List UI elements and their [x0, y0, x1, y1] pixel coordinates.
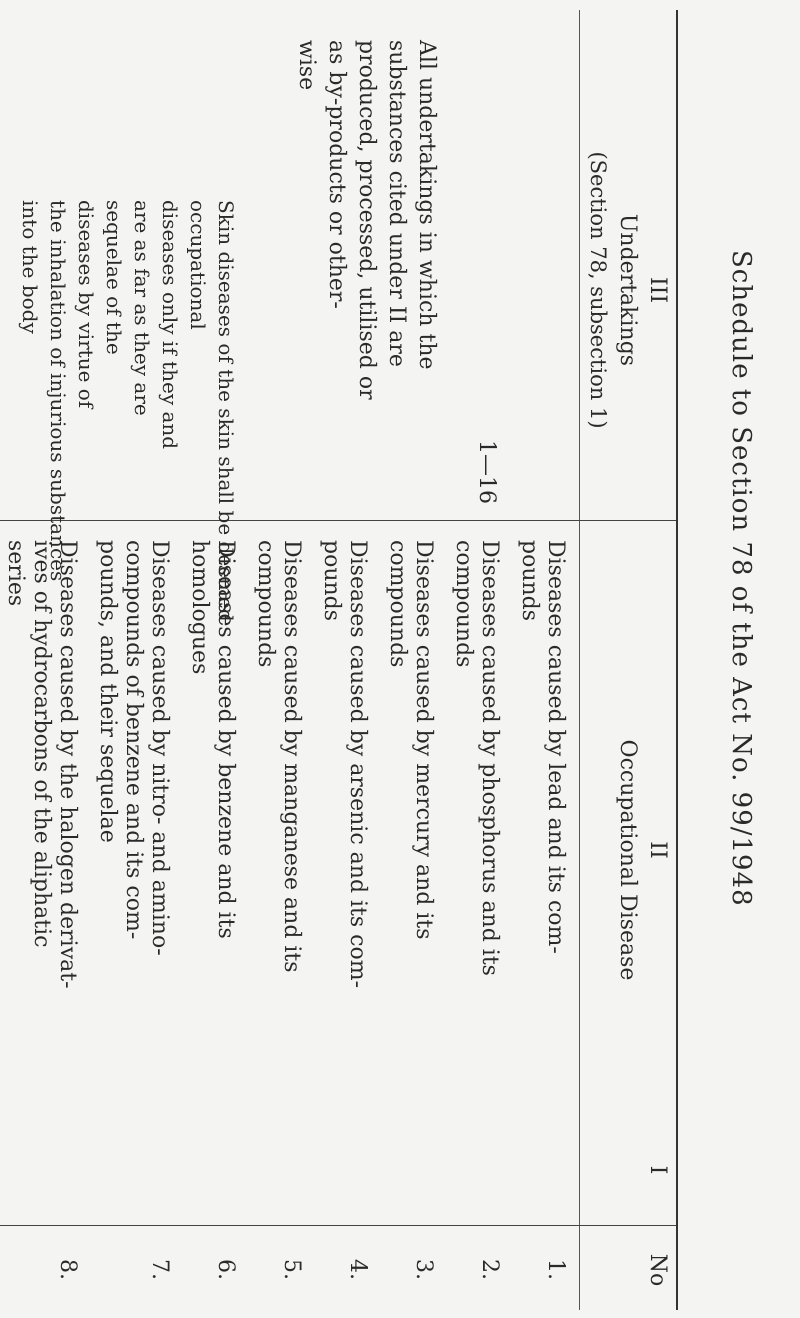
col-sep-2 [0, 520, 676, 521]
row-number: 6. [213, 1259, 238, 1280]
row-text-line: Diseases caused by phosphorus and its [477, 540, 502, 976]
row-text-line: Diseases caused by nitro- and amino- [147, 540, 172, 956]
row-text-line: Diseases caused by arsenic and its com- [345, 540, 370, 989]
row-text-line: pounds [517, 540, 542, 622]
row-text-line: compounds [253, 540, 278, 668]
row-number: 8. [55, 1259, 80, 1280]
row-number: 1. [543, 1259, 568, 1280]
col-2-label: Occupational Disease [615, 739, 640, 981]
row-text-line: pounds [319, 540, 344, 622]
row-text-line: Diseases caused by benzene and its [213, 540, 238, 939]
row-text-line: compounds [451, 540, 476, 668]
row-text-line: Diseases caused by manganese and its [279, 540, 304, 973]
col3-note-line: occupational [186, 200, 210, 330]
page-title: Schedule to Section 78 of the Act No. 99/1948 [726, 250, 756, 907]
col3-range: 1—16 [474, 440, 499, 504]
col3-undertakings-line: as by-products or other- [324, 40, 349, 309]
col3-undertakings-line: wise [294, 40, 319, 91]
col-2-header: II [645, 841, 670, 859]
row-number: 5. [279, 1259, 304, 1280]
header-rule [579, 10, 580, 1310]
row-number: 7. [147, 1259, 172, 1280]
col-3-header: III [645, 276, 670, 304]
col3-note-line: diseases only if they and [158, 200, 182, 450]
row-text-line: Diseases caused by mercury and its [411, 540, 436, 940]
col-3-sub: (Section 78, subsection 1) [586, 151, 610, 429]
row-number: 2. [477, 1259, 502, 1280]
col-3-label: Undertakings [615, 213, 640, 367]
row-text-line: homologues [187, 540, 212, 675]
col3-note-line: Skin diseases of the skin shall be deemed [214, 200, 238, 622]
col3-note-line: into the body [18, 200, 42, 334]
row-number: 4. [345, 1259, 370, 1280]
row-text-line: compounds of benzene and its com- [121, 540, 146, 940]
row-text-line: Diseases caused by lead and its com- [543, 540, 568, 954]
row-text-line: compounds [385, 540, 410, 668]
col-1-header: I [645, 1165, 670, 1175]
col3-undertakings-line: produced, processed, utilised or [354, 40, 379, 400]
top-rule [676, 10, 678, 1310]
row-text-line: series [3, 540, 28, 607]
row-number: 3. [411, 1259, 436, 1280]
col3-undertakings-line: All undertakings in which the [414, 40, 439, 370]
col3-note-line: diseases by virtue of [74, 200, 98, 409]
col-no-header: No [645, 1253, 670, 1287]
col3-note-line: sequelae of the [102, 200, 126, 355]
row-text-line: ives of hydrocarbons of the aliphatic [29, 540, 54, 948]
row-text-line: Diseases caused by the halogen derivat- [55, 540, 80, 989]
col3-note-line: the inhalation of injurious substances [46, 200, 70, 582]
col3-note-line: are as far as they are [130, 200, 154, 416]
col3-undertakings-line: substances cited under II are [384, 40, 409, 367]
col-sep-1 [0, 1225, 676, 1226]
row-text-line: pounds, and their sequelae [95, 540, 120, 843]
